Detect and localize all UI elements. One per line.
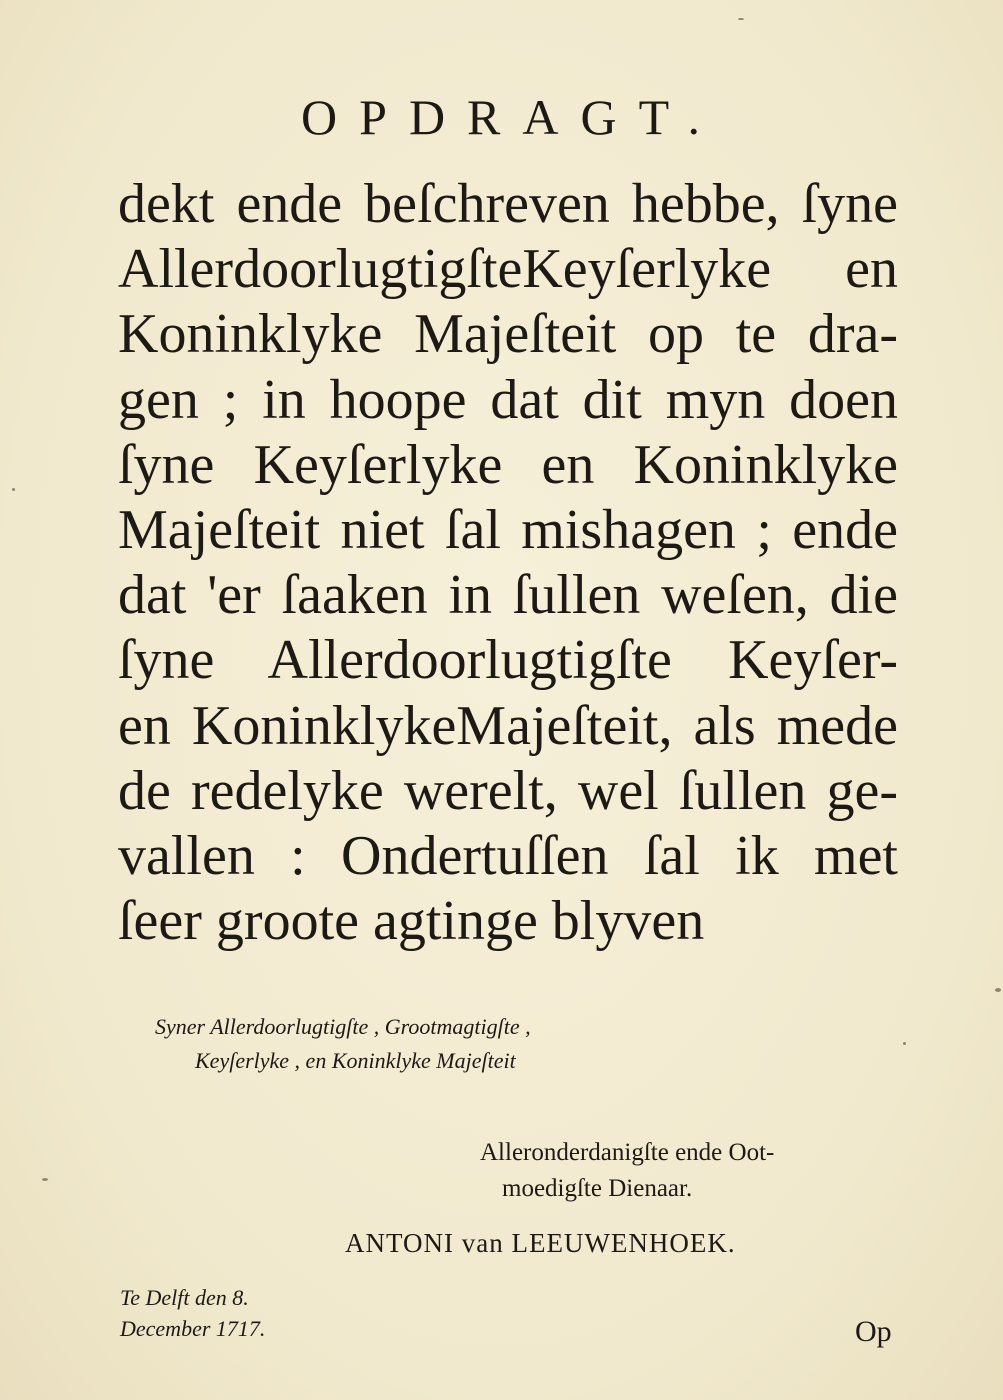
place-date bbox=[120, 1282, 420, 1344]
body-line: AllerdoorlugtigſteKeyſerlyke en bbox=[118, 238, 898, 301]
body-line: gen ; in hoope dat dit myn doen bbox=[118, 368, 898, 431]
body-line: ſyne Allerdoorlugtigſte Keyſer- bbox=[118, 629, 898, 692]
paper-speck bbox=[42, 1178, 48, 1181]
salutation-line-2: Keyſerlyke , en Koninklyke Majeſteit bbox=[195, 1048, 516, 1073]
body-line: dekt ende beſchreven hebbe, ſyne bbox=[118, 173, 898, 235]
body-line: ſeer groote agtinge blyven bbox=[118, 890, 705, 953]
body-line: Koninklyke Majeſteit op te dra- bbox=[118, 303, 898, 366]
body-line: vallen : Ondertuſſen ſal ik met bbox=[118, 825, 898, 888]
dedication-body bbox=[118, 172, 898, 954]
place-date-line-1: Te Delft den 8. bbox=[120, 1285, 249, 1310]
body-line: dat 'er ſaaken in ſullen weſen, die bbox=[118, 564, 898, 627]
page-heading: OPDRAGT. bbox=[301, 89, 722, 145]
salutation bbox=[155, 1010, 755, 1078]
salutation-line-1: Syner Allerdoorlugtigſte , Grootmagtigſte , bbox=[155, 1014, 531, 1039]
servant-closing bbox=[480, 1135, 910, 1207]
body-line: en KoninklykeMajeſteit, als mede bbox=[118, 694, 898, 757]
servant-line-2: moedigſte Dienaar. bbox=[502, 1175, 693, 1202]
paper-speck bbox=[738, 18, 744, 20]
servant-line-1: Alleronderdanigſte ende Oot- bbox=[480, 1139, 775, 1166]
body-line: ſyne Keyſerlyke en Koninklyke bbox=[118, 433, 898, 496]
author-signature: ANTONI van LEEUWENHOEK. bbox=[345, 1228, 736, 1258]
paper-speck bbox=[903, 1042, 906, 1045]
place-date-line-2: December 1717. bbox=[120, 1316, 266, 1341]
paper-speck bbox=[12, 488, 15, 491]
paper-speck bbox=[995, 988, 1001, 992]
body-line: de redelyke werelt, wel ſullen ge- bbox=[118, 759, 898, 822]
body-line: Majeſteit niet ſal mishagen ; ende bbox=[118, 499, 898, 562]
catchword: Op bbox=[855, 1315, 892, 1348]
